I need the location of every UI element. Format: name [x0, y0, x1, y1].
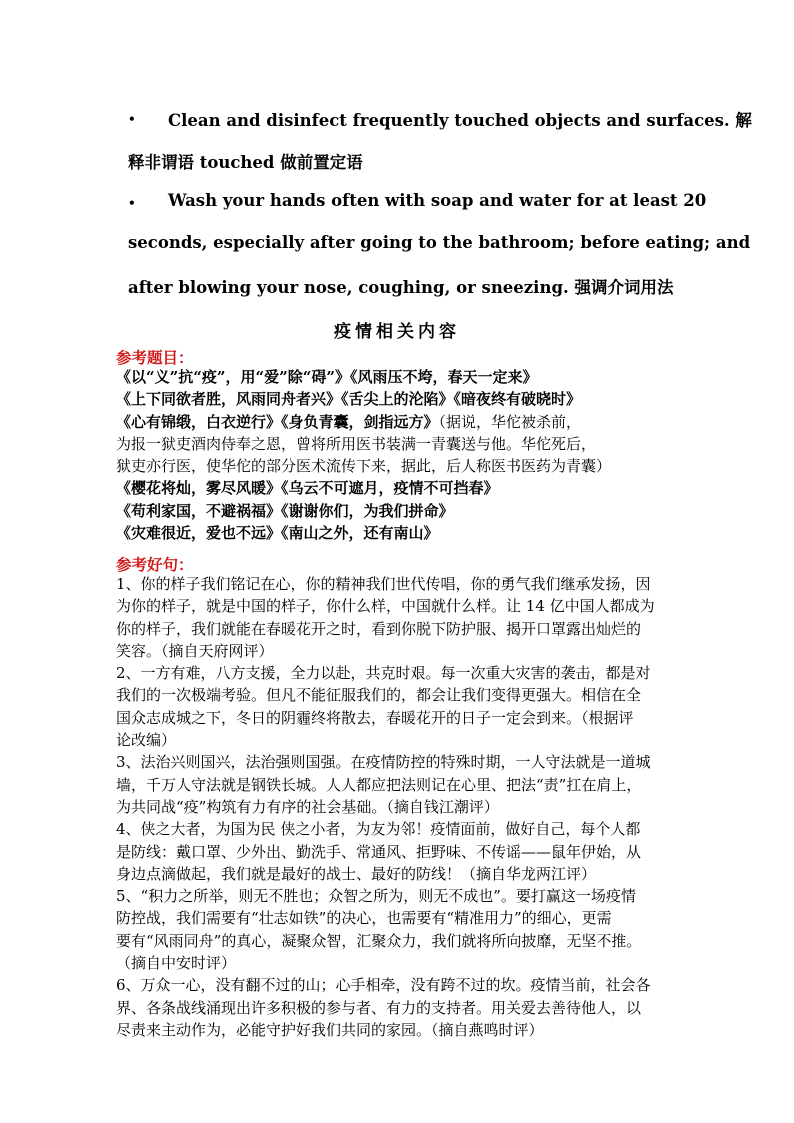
bullet-2-line-2: seconds, especially after going to the bathroom; before eating; and	[128, 233, 751, 252]
title-line-note: （据说，华佗被杀前，	[438, 412, 582, 431]
sentences-block	[116, 573, 676, 1041]
sentence-line: 防控战，我们需要有“壮志如铁”的决心，也需要有“精准用力”的细心，更需	[116, 909, 612, 928]
sentence-line: 你的样子，我们就能在春暖花开之时，看到你脱下防护服、揭开口罩露出灿烂的	[116, 619, 642, 638]
sentence-line: 界、各条战线涌现出许多积极的参与者、有力的支持者。用关爱去善待他人，以	[116, 998, 642, 1017]
sentence-line: 国众志成城之下，冬日的阴霾终将散去，春暖花开的日子一定会到来。（根据评	[116, 708, 634, 727]
bullet-2-line-3: after blowing your nose, coughing, or sneezing. 强调介词用法	[128, 278, 674, 297]
title-line: 《以“义”抗“疫”，用“爱”除“碍”》《风雨压不垮，春天一定来》	[116, 368, 538, 386]
sentence-line: 4、侠之大者，为国为民 侠之小者，为友为邻！疫情面前，做好自己，每个人都	[116, 820, 641, 839]
titles-block	[116, 366, 676, 544]
sentence-line: 6、万众一心，没有翻不过的山；心手相牵，没有跨不过的坎。疫情当前，社会各	[116, 976, 651, 995]
sentence-line: 1、你的样子我们铭记在心，你的精神我们世代传唱，你的勇气我们继承发扬，因	[116, 575, 651, 593]
title-line: 《灾难很近，爱也不远》《南山之外，还有南山》	[116, 524, 439, 543]
sentence-line: （摘自中安时评）	[116, 954, 237, 973]
sentence-line: 2、一方有难，八方支援，全力以赴，共克时艰。每一次重大灾害的袭击，都是对	[116, 664, 651, 683]
sentence-line: 论改编）	[116, 731, 177, 750]
section-heading: 疫情相关内容	[334, 322, 460, 342]
sentence-line: 身边点滴做起，我们就是最好的战士、最好的防线！（摘自华龙两江评）	[116, 864, 597, 883]
sentence-line: 5、“积力之所举，则无不胜也；众智之所为，则无不成也”。要打赢这一场疫情	[116, 887, 636, 906]
sentence-line: 墙，千万人守法就是钢铁长城。人人都应把法则记在心里、把法“责”扛在肩上，	[116, 775, 642, 794]
sentence-line: 是防线：戴口罩、少外出、勤洗手、常通风、拒野味、不传谣——鼠年伊始，从	[116, 842, 642, 861]
sentence-line: 要有“风雨同舟”的真心，凝聚众智，汇聚众力，我们就将所向披靡，无坚不推。	[116, 931, 642, 950]
sentence-line: 尽责来主动作为，必能守护好我们共同的家园。（摘自燕鸣时评）	[116, 1020, 544, 1039]
title-note-line: 狱吏亦行医，使华佗的部分医术流传下来，据此，后人称医书医药为青囊）	[116, 457, 612, 476]
title-note-line: 为报一狱吏酒肉侍奉之恩，曾将所用医书装满一青囊送与他。华佗死后，	[116, 434, 597, 453]
title-line: 《樱花将灿，雾尽风暖》《乌云不可遮月，疫情不可挡春》	[116, 479, 499, 498]
title-line: 《苟利家国，不避祸福》《谢谢你们，为我们拼命》	[116, 501, 454, 520]
title-line	[116, 411, 676, 433]
bullet-1-line-1: Clean and disinfect frequently touched objects and surfaces. 解	[168, 111, 752, 130]
bullet-1-line-2: 释非谓语 touched 做前置定语	[128, 153, 363, 172]
bullet-marker: •	[128, 196, 136, 210]
sentence-line: 为共同战“疫”构筑有力有序的社会基础。（摘自钱江潮评）	[116, 797, 499, 816]
sentence-line: 我们的一次极端考验。但凡不能征服我们的，都会让我们变得更强大。相信在全	[116, 686, 642, 705]
title-line: 《上下同欲者胜，风雨同舟者兴》《舌尖上的沦陷》《暗夜终有破晓时》	[116, 390, 582, 409]
titles-label: 参考题目：	[116, 348, 194, 367]
bullet-2-line-1: Wash your hands often with soap and water for at least 20	[168, 191, 707, 210]
sentence-line: 笑容。（摘自天府网评）	[116, 641, 274, 660]
title-line-bold: 《心有锦缎，白衣逆行》《身负青囊，剑指远方》	[116, 412, 439, 431]
sentences-label: 参考好句：	[116, 555, 194, 574]
bullet-marker: •	[128, 112, 136, 126]
sentence-line: 3、法治兴则国兴，法治强则国强。在疫情防控的特殊时期，一人守法就是一道城	[116, 753, 651, 772]
sentence-line: 为你的样子，就是中国的样子，你什么样，中国就什么样。让 14 亿中国人都成为	[116, 597, 655, 616]
